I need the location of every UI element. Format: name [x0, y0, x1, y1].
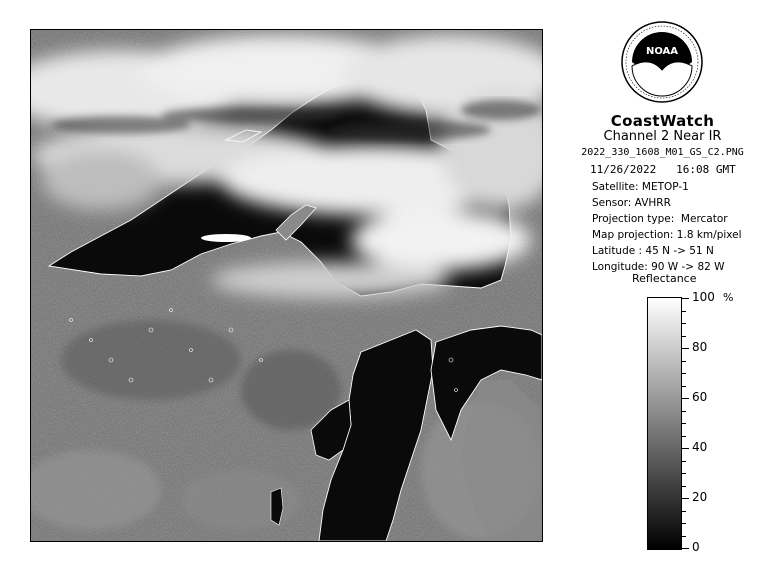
colorbar-tick-label: 60 [692, 390, 708, 404]
colorbar-minor-tick [682, 411, 686, 412]
colorbar-minor-tick [682, 436, 686, 437]
meta-longitude: Longitude: 90 W -> 82 W [592, 261, 725, 273]
colorbar-minor-tick [682, 423, 686, 424]
colorbar-tick-label: 0 [692, 540, 700, 554]
meta-satellite: Satellite: METOP-1 [592, 181, 689, 193]
colorbar-minor-tick [682, 386, 686, 387]
legend-unit: % [723, 291, 734, 304]
colorbar-tick-label: 20 [692, 490, 708, 504]
colorbar-minor-tick [682, 511, 686, 512]
satellite-map-svg [31, 30, 542, 541]
acquisition-datetime: 11/26/2022 16:08 GMT [590, 163, 736, 176]
legend-title: Reflectance [632, 272, 697, 285]
channel-subtitle: Channel 2 Near IR [603, 129, 722, 144]
product-title: CoastWatch [610, 112, 715, 130]
colorbar-tick [682, 348, 689, 349]
noaa-logo [620, 20, 704, 104]
colorbar-tick-label: 80 [692, 340, 708, 354]
colorbar-tick-label: 40 [692, 440, 708, 454]
colorbar-minor-tick [682, 473, 686, 474]
colorbar-minor-tick [682, 536, 686, 537]
colorbar-tick [682, 548, 689, 549]
colorbar-minor-tick [682, 523, 686, 524]
meta-latitude: Latitude : 45 N -> 51 N [592, 245, 714, 257]
colorbar-minor-tick [682, 323, 686, 324]
colorbar-minor-tick [682, 373, 686, 374]
meta-map-projection: Map projection: 1.8 km/pixel [592, 229, 742, 241]
reflectance-colorbar [647, 297, 682, 550]
colorbar-tick [682, 448, 689, 449]
logo-text: NOAA [645, 46, 679, 57]
meta-projection-type: Projection type: Mercator [592, 213, 728, 225]
file-name: 2022_330_1608_M01_GS_C2.PNG [581, 147, 744, 158]
colorbar-minor-tick [682, 336, 686, 337]
colorbar-tick [682, 398, 689, 399]
colorbar-minor-tick [682, 311, 686, 312]
meta-sensor: Sensor: AVHRR [592, 197, 671, 209]
colorbar-tick [682, 298, 689, 299]
satellite-image [30, 29, 543, 542]
colorbar-tick-label: 100 [692, 290, 715, 304]
colorbar-tick [682, 498, 689, 499]
colorbar-minor-tick [682, 361, 686, 362]
colorbar-minor-tick [682, 461, 686, 462]
colorbar-minor-tick [682, 486, 686, 487]
